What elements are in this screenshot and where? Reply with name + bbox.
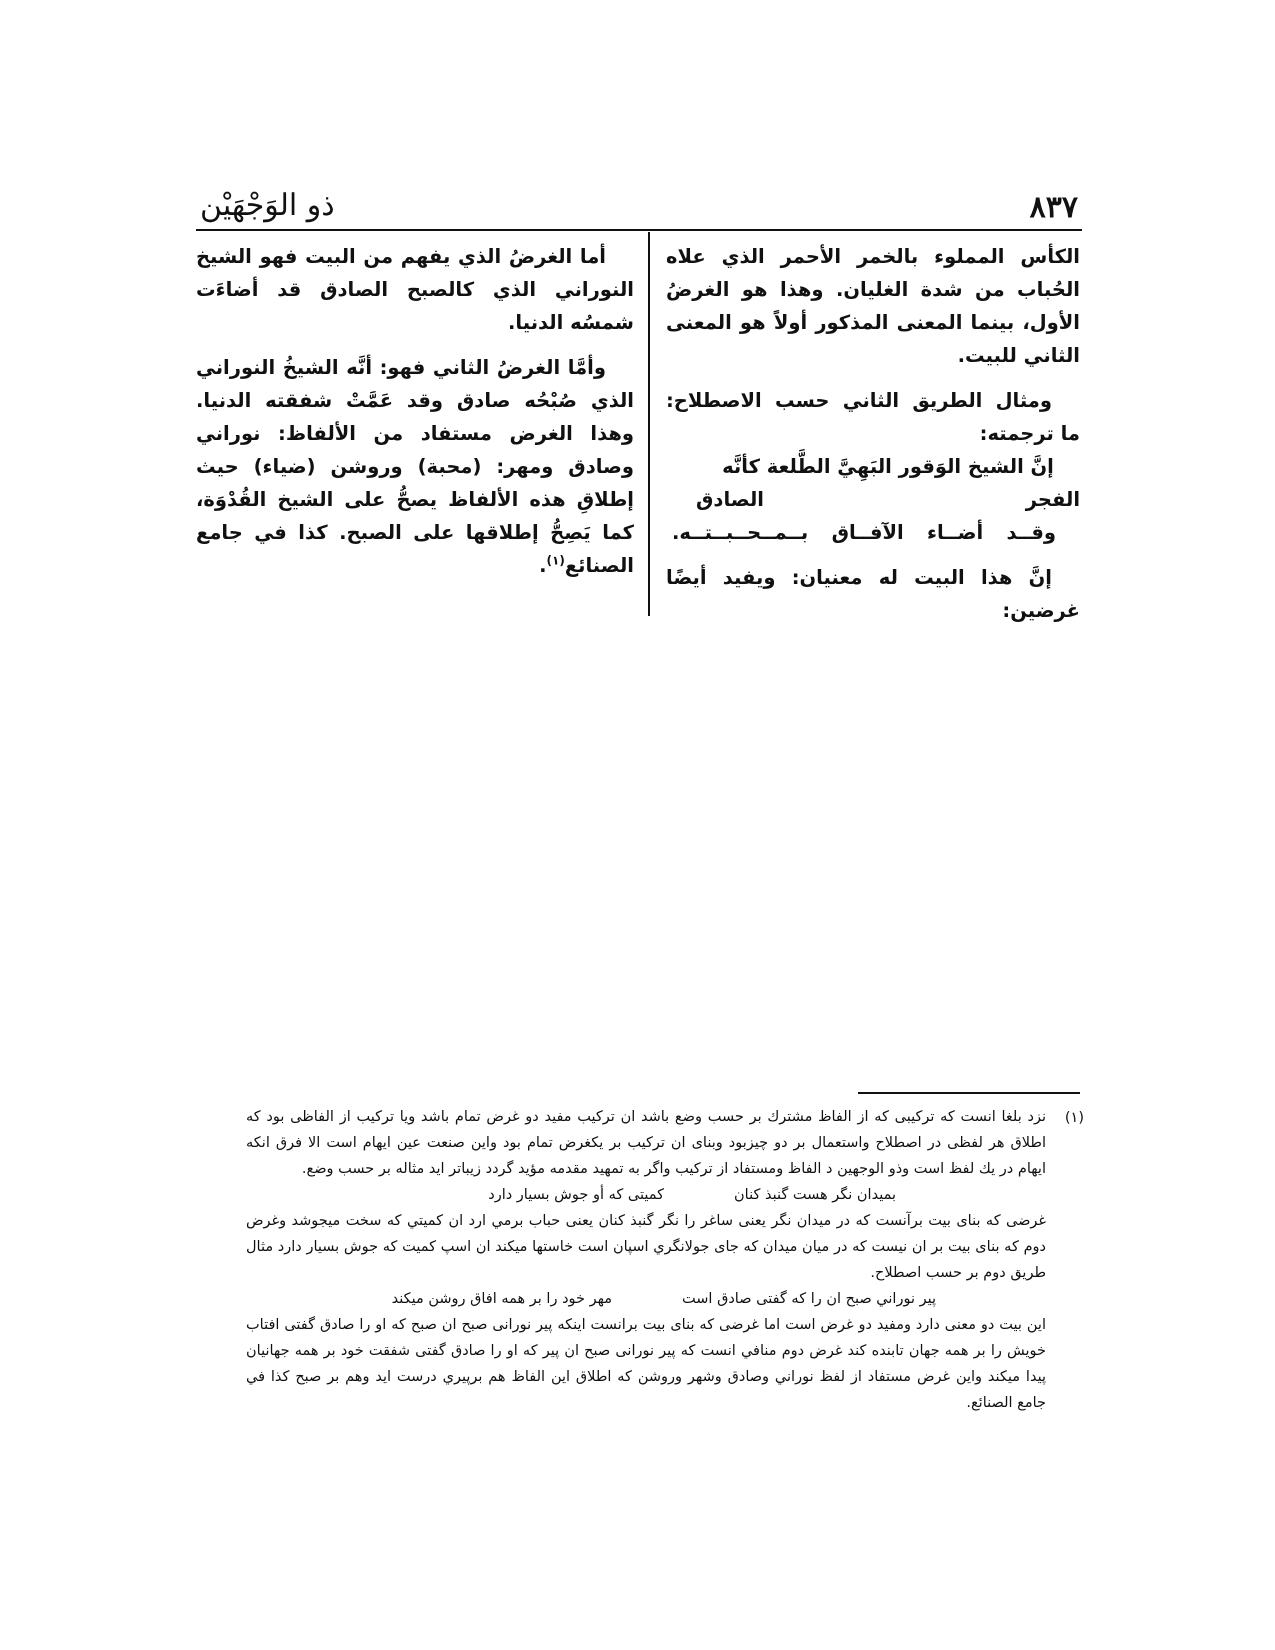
footnote-verse-2-hemistich-a: پير نوراني صبح ان را كه گفتى صادق است [682,1291,936,1307]
left-paragraph-2 [196,351,634,582]
running-head-title: ذو الوَجْهَيْن [200,188,335,223]
footnotes [246,1104,1084,1416]
footnote-verse-1 [246,1182,1046,1208]
footnote-paragraph-2: غرضى كه بناى بيت برآنست كه در ميدان نگر يعنى ساغر را نگر گنبذ كنان يعنى حباب برمي ارد ان كميتي كه سخت ميجوشد وغرض دوم كه بناى بيت بر ان نيست كه در ميان ميدان كه جاى جولانگري اسپان است خاستها ميكند ان اسپ كميت كه جوش بسيار دارد مثال طريق دوم بر حسب اصطلاح. [246,1213,1046,1281]
footnote-reference[interactable]: (١) [546,553,565,568]
verse-line-1: إنَّ الشيخ الوَقور البَهِيَّ الطَّلعة كأنَّه الفجر الصادق [696,455,1080,511]
footnote-paragraph-3: اين بيت دو معنى دارد ومفيد دو غرض است اما غرضى كه بناى بيت برانست اينكه پير نورانى صبح ان صبح كه او را صادق گفتى افتاب خويش را بر همه جهان تابنده كند غرض دوم منافي انست كه پير نورانى صبح ان پير كه او را صادق گفتى شفقت خود بر همه جهانيان پيدا ميكند واين غرض مستفاد از لفظ نوراني وصادق وشهر وروشن كه اطلاق اين الفاظ هم برپيري درست ايد وهم بر صبح كذا في جامع الصنائع. [246,1317,1046,1411]
footnote-verse-2 [246,1286,1046,1312]
footnote-paragraph-1: نزد بلغا انست كه تركيبى كه از الفاظ مشترك بر حسب وضع باشد ان تركيب مفيد دو غرض تمام باشد ويا تركيب از الفاظى بود كه اطلاق هر لفظى در اصطلاح واستعمال بر دو چيزبود وبناى ان تركيب بر يكغرض تمام بود واين صنعت عين ايهام است الا فرق انكه ايهام در يك لفظ است وذو الوجهين د الفاظ ومستفاد از تركيب واگر به تمهيد مقدمه مؤيد گردد زيباتر ايد مثاله بر حسب وضع. [246,1109,1046,1177]
footnote-marker: (١) [1064,1110,1084,1126]
column-divider [648,232,650,616]
page-number: ٨٣٧ [1029,190,1078,225]
left-paragraph-2-text: وأمَّا الغرضُ الثاني فهو: أنَّه الشيخُ النوراني الذي صُبْحُه صادق وقد عَمَّتْ شفقته الدنيا. وهذا الغرض مستفاد من الألفاظ: نوراني وصادق ومهر: (محبة) وروشن (ضياء) حيث إطلاقِ هذه الألفاظ يصحُّ على الشيخ القُدْوَة، كما يَصِحُّ إطلاقها على الصبح. كذا في جامع الصنائع [196,356,634,577]
right-paragraph-1: الكأس المملوء بالخمر الأحمر الذي علاه الحُباب من شدة الغليان. وهذا هو الغرضُ الأول، بينما المعنى المذكور أولاً هو المعنى الثاني للبيت. [666,245,1080,367]
footnote-verse-1-hemistich-b: كميتى كه أو جوش بسيار دارد [488,1187,664,1203]
footnote-rule [858,1092,1080,1094]
right-paragraph-2: ومثال الطريق الثاني حسب الاصطلاح: ما ترجمته: [666,389,1080,445]
footnote-verse-1-hemistich-a: بميدان نگر هست گنبذ كنان [734,1187,896,1203]
left-paragraph-1: أما الغرضُ الذي يفهم من البيت فهو الشيخ النوراني الذي كالصبح الصادق قد أضاءَت شمسُه الدنيا. [196,245,634,334]
header-rule [196,229,1082,231]
left-paragraph-2-end: . [539,554,547,577]
right-column [666,240,1080,627]
footnote-verse-2-hemistich-b: مهر خود را بر همه افاق روشن ميكند [391,1291,613,1307]
verse-line-2: وقــد أضــاء الآفــاق بــمــحــبــتــه. [672,521,1056,544]
left-column [196,240,634,582]
right-paragraph-3: إنَّ هذا البيت له معنيان: ويفيد أيضًا غرضين: [666,566,1080,622]
